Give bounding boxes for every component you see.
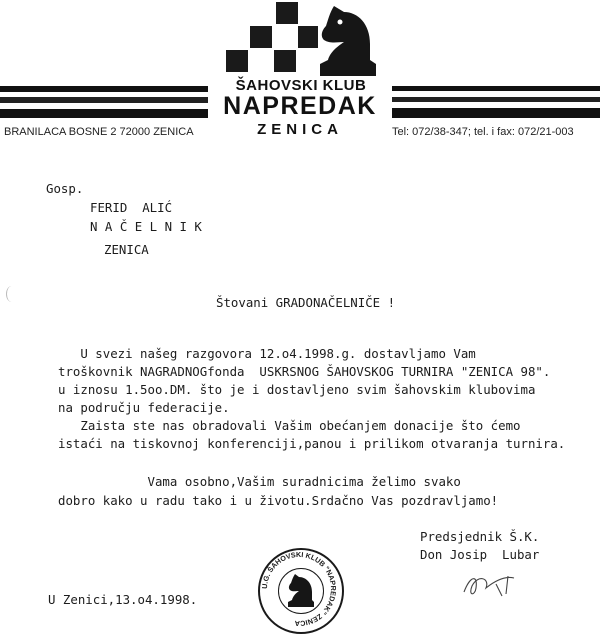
recipient-salutation: Gosp. — [46, 181, 84, 196]
paragraph-2-line-2: istaći na tiskovnoj konferenciji,panou i prilikom otvaranja turnira. — [58, 436, 566, 451]
left-bar-top — [0, 86, 208, 92]
paragraph-1-line-4: na području federacije. — [58, 400, 230, 415]
place-date: U Zenici,13.o4.1998. — [48, 592, 198, 607]
right-bar-bottom — [392, 108, 600, 118]
signature-name: Don Josip Lubar — [420, 547, 540, 562]
club-address: BRANILACA BOSNE 2 72000 ZENICA — [4, 126, 194, 138]
club-name-line3: ZENICA — [257, 121, 343, 138]
stamp-text: U.G. ŠAHOVSKI KLUB "NAPREDAK" ZENICA — [259, 549, 339, 629]
chess-knight-stamp — [286, 572, 316, 608]
right-bar-top — [392, 86, 600, 91]
recipient-title: N A Č E L N I K — [90, 219, 202, 234]
paragraph-3-line-2: dobro kako u radu tako i u životu.Srdačno Vas pozdravljamo! — [58, 493, 499, 508]
paragraph-3-line-1: Vama osobno,Vašim suradnicima želimo svako — [58, 474, 461, 489]
club-name-line2: NAPREDAK — [223, 92, 377, 120]
left-bar-bottom — [0, 109, 208, 118]
recipient-name: FERID ALIĆ — [90, 200, 173, 215]
paragraph-1-line-2: troškovnik NAGRADNOGfonda USKRSNOG ŠAHOVSKOG TURNIRA "ZENICA 98". — [58, 364, 551, 379]
paragraph-1-line-3: u iznosu 1.5oo.DM. što je i dostavljeno svim šahovskim klubovima — [58, 382, 536, 397]
recipient-city: ZENICA — [104, 242, 149, 257]
left-bar-mid — [0, 97, 208, 103]
right-bar-mid — [392, 97, 600, 102]
paragraph-1-line-1: U svezi našeg razgovora 12.o4.1998.g. dostavljamo Vam — [58, 346, 476, 361]
club-phone: Tel: 072/38-347; tel. i fax: 072/21-003 — [392, 126, 574, 138]
paragraph-2-line-1: Zaista ste nas obradovali Vašim obećanjem donacije što ćemo — [58, 418, 521, 433]
signature-role: Predsjednik Š.K. — [420, 529, 540, 544]
club-name-line1: ŠAHOVSKI KLUB — [235, 77, 367, 94]
handwritten-signature — [456, 566, 526, 600]
club-stamp — [258, 548, 344, 634]
greeting: Štovani GRADONAČELNIČE ! — [216, 295, 396, 310]
scan-mark — [6, 286, 17, 302]
